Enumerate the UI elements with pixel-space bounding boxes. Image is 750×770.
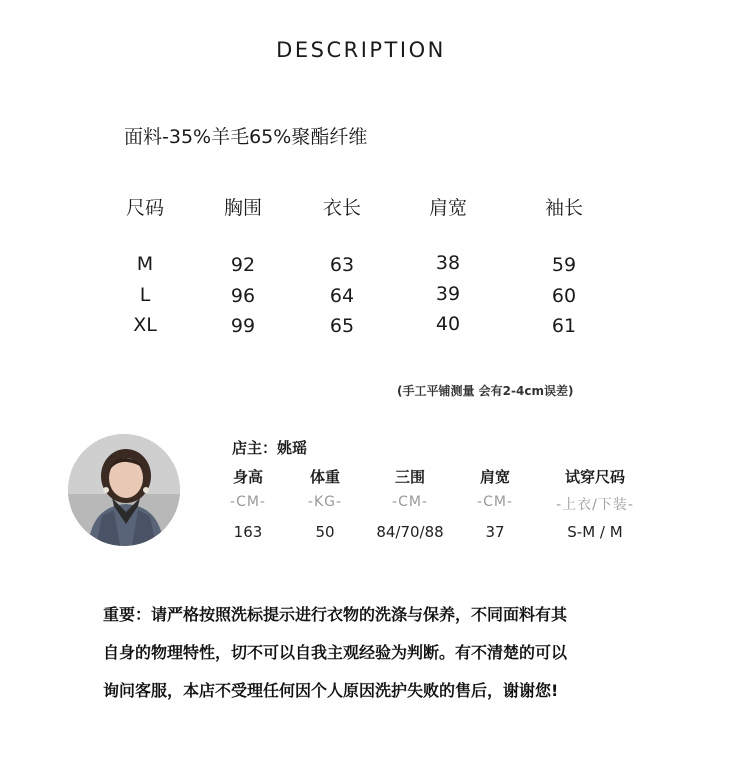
size-header-size: 尺码 (125, 197, 164, 219)
model-header-height: 身高 (232, 468, 263, 486)
measurement-note: (手工平铺测量 会有2-4cm误差) (397, 384, 574, 398)
model-value: 37 (485, 523, 505, 541)
size-header-chest: 胸围 (223, 197, 262, 219)
care-notice-line: 自身的物理特性，切不可以自我主观经验为判断。有不清楚的可以 (103, 643, 568, 662)
size-cell: XL (133, 314, 157, 336)
model-unit: -CM- (230, 494, 266, 510)
model-header-shoulder: 肩宽 (479, 468, 510, 486)
page-title: DESCRIPTION (276, 38, 446, 62)
size-cell: M (136, 253, 154, 275)
size-cell: 60 (551, 285, 577, 307)
size-cell: 40 (435, 313, 461, 335)
model-value: S-M / M (567, 523, 623, 541)
model-unit: -上衣/下装- (556, 497, 634, 513)
size-cell: 92 (230, 254, 256, 276)
shop-owner: 店主：姚瑶 (232, 439, 308, 457)
model-value: 50 (315, 523, 335, 541)
size-cell: 38 (435, 252, 461, 274)
model-header-measurements: 三围 (394, 468, 425, 486)
size-header-shoulder: 肩宽 (428, 197, 467, 219)
model-header-size: 试穿尺码 (564, 468, 625, 486)
size-header-length: 衣长 (322, 197, 361, 219)
size-cell: 99 (230, 315, 256, 337)
size-header-sleeve: 袖长 (544, 197, 583, 219)
care-notice-line: 询问客服，本店不受理任何因个人原因洗护失败的售后，谢谢您! (103, 681, 559, 700)
size-cell: 96 (230, 285, 256, 307)
size-cell: 64 (329, 285, 355, 307)
size-cell: 65 (329, 315, 355, 337)
care-notice-line: 重要：请严格按照洗标提示进行衣物的洗涤与保养，不同面料有其 (103, 605, 568, 624)
size-cell: L (139, 284, 151, 306)
model-unit: -CM- (477, 494, 513, 510)
size-cell: 39 (435, 283, 461, 305)
size-cell: 63 (329, 254, 355, 276)
model-value: 84/70/88 (376, 523, 444, 541)
model-header-weight: 体重 (309, 468, 340, 486)
care-notice (103, 596, 663, 710)
model-avatar (68, 434, 180, 546)
model-value: 163 (233, 523, 263, 541)
fabric-composition: 面料-35%羊毛65%聚酯纤维 (124, 126, 368, 148)
size-cell: 61 (551, 315, 577, 337)
model-unit: -CM- (392, 494, 428, 510)
size-cell: 59 (551, 254, 577, 276)
model-unit: -KG- (307, 494, 343, 510)
